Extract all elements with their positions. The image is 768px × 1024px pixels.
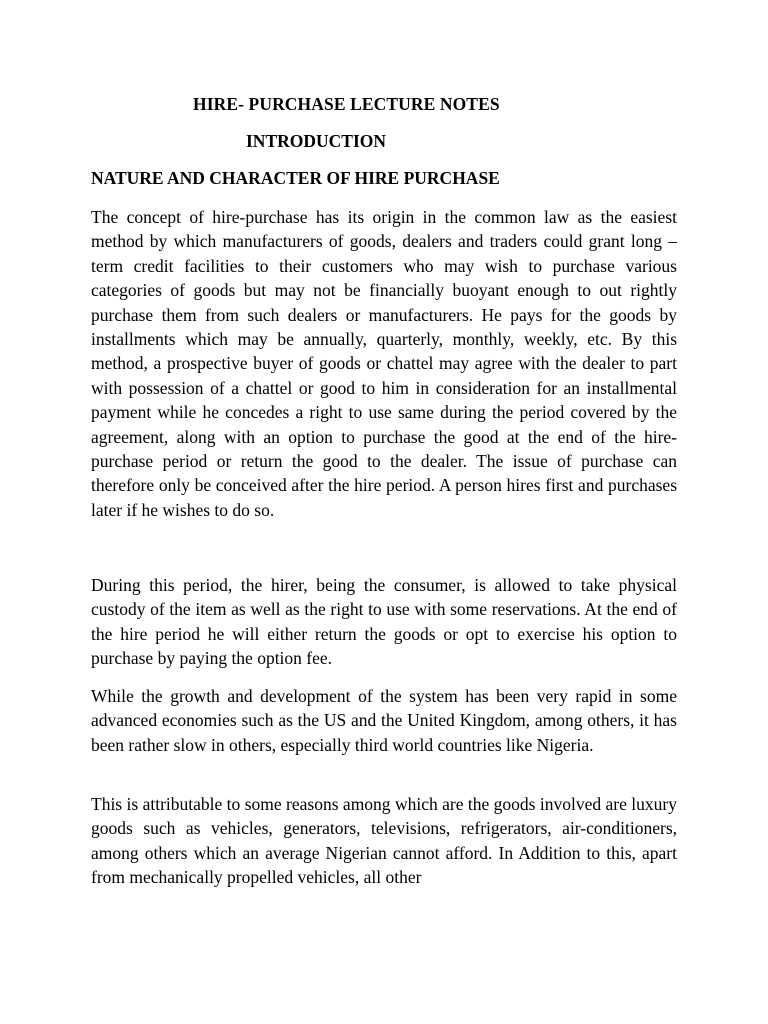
paragraph-3: While the growth and development of the system has been very rapid in some advanced economies such as the US and the United Kingdom, among others, it has been rather slow in others, especially third world countries like Nigeria. bbox=[91, 686, 677, 755]
document-subtitle: INTRODUCTION bbox=[246, 131, 387, 151]
paragraph-4: This is attributable to some reasons among which are the goods involved are luxury goods such as vehicles, generators, televisions, refrigerators, air-conditioners, among others which an average Nigerian cannot afford. In Addition to this, apart from mechanically propelled vehicles, all other bbox=[91, 794, 677, 888]
paragraph-1: The concept of hire-purchase has its origin in the common law as the easiest method by which manufacturers of goods, dealers and traders could grant long –term credit facilities to their customers who may wish to purchase various categories of goods but may not be financially buoyant enough to out rightly purchase them from such dealers or manufacturers. He pays for the goods by installments which may be annually, quarterly, monthly, weekly, etc. By this method, a prospective buyer of goods or chattel may agree with the dealer to part with possession of a chattel or good to him in consideration for an installmental payment while he concedes a right to use same during the period covered by the agreement, along with an option to purchase the good at the end of the hire-purchase period or return the good to the dealer. The issue of purchase can therefore only be conceived after the hire period. A person hires first and purchases later if he wishes to do so. bbox=[91, 207, 677, 520]
paragraph-2: During this period, the hirer, being the consumer, is allowed to take physical custody of the item as well as the right to use with some reservations. At the end of the hire period he will either return the goods or opt to exercise his option to purchase by paying the option fee. bbox=[91, 575, 677, 669]
document-title: HIRE- PURCHASE LECTURE NOTES bbox=[193, 94, 500, 114]
section-heading: NATURE AND CHARACTER OF HIRE PURCHASE bbox=[91, 168, 500, 188]
